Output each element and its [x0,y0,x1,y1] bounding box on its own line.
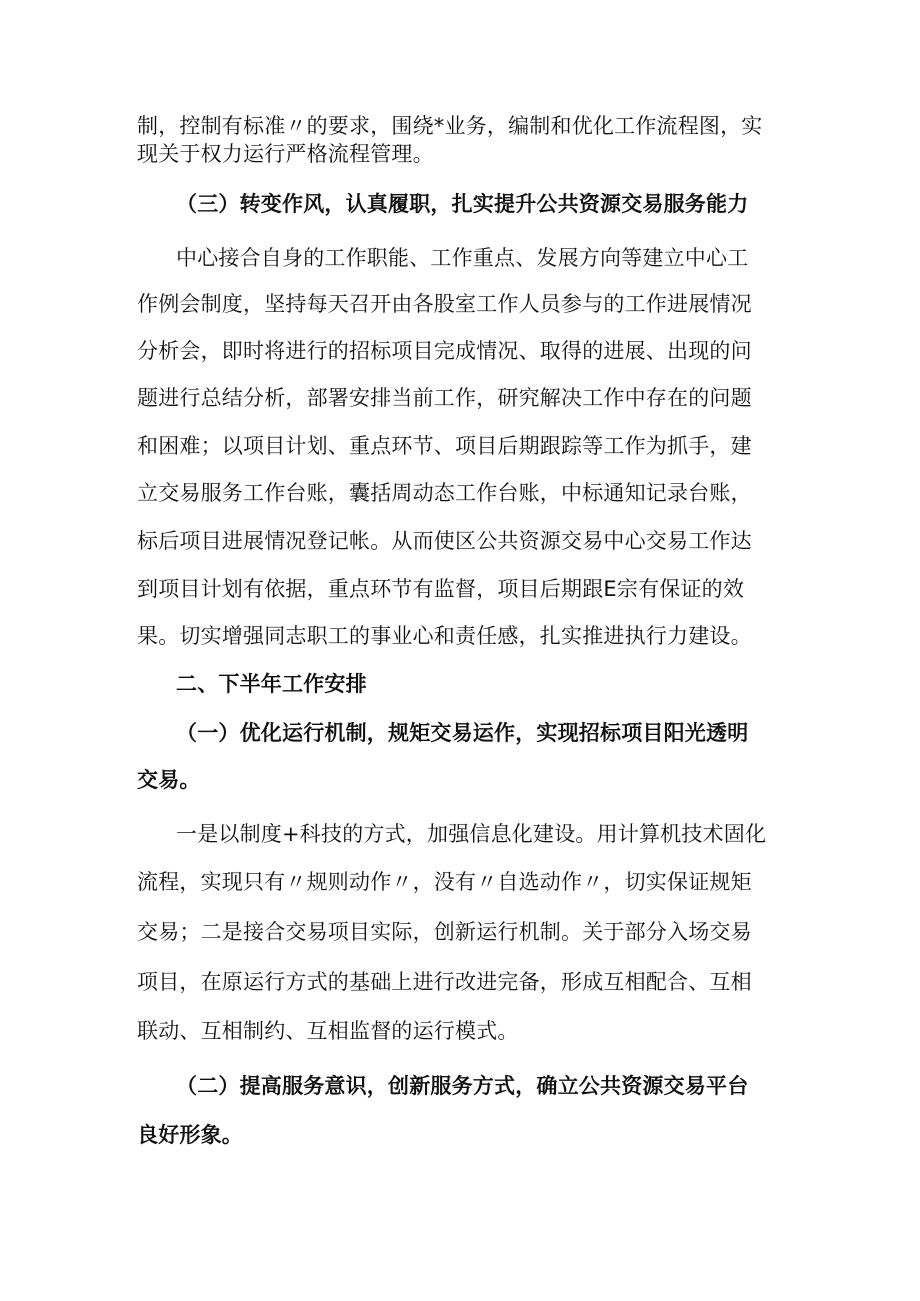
subsection-heading-continued: 交易。 [137,768,201,792]
paragraph-line: 和困难；以项目计划、重点环节、项目后期跟踪等工作为抓手，建 [137,434,752,458]
paragraph-line: 现关于权力运行严格流程管理。 [137,142,434,166]
paragraph-line: 中心接合自身的工作职能、工作重点、发展方向等建立中心工 [176,246,749,270]
paragraph-line: 联动、互相制约、互相监督的运行模式。 [137,1019,519,1043]
paragraph-line: 作例会制度，坚持每天召开由各股室工作人员参与的工作进展情况 [137,292,752,316]
paragraph-line: 果。切实增强同志职工的事业心和责任感，扎实推进执行力建设。 [137,624,752,648]
paragraph-line: 一是以制度+科技的方式，加强信息化建设。用计算机技术固化 [176,822,767,846]
paragraph-line: 标后项目进展情况登记帐。从而使区公共资源交易中心交易工作达 [137,529,752,553]
paragraph-line: 项目，在原运行方式的基础上进行改进完备，形成互相配合、互相 [137,970,752,994]
subsection-heading: （一）优化运行机制，规矩交易运作，实现招标项目阳光透明 [176,721,749,745]
subsection-heading: （二）提高服务意识，创新服务方式，确立公共资源交易平台 [176,1074,749,1098]
paragraph-line: 流程，实现只有〃规则动作〃，没有〃自选动作〃，切实保证规矩 [137,870,752,894]
paragraph-line: 到项目计划有依据，重点环节有监督，项目后期跟E宗有保证的效 [137,577,745,601]
paragraph-line: 立交易服务工作台账，囊括周动态工作台账，中标通知记录台账， [137,481,752,505]
paragraph-line: 交易；二是接合交易项目实际，创新运行机制。关于部分入场交易 [137,920,752,944]
paragraph-line: 分析会，即时将进行的招标项目完成情况、取得的进展、出现的问 [137,339,752,363]
subsection-heading-continued: 良好形象。 [137,1123,243,1147]
section-heading: （三）转变作风，认真履职，扎实提升公共资源交易服务能力 [176,192,749,216]
section-title: 二、下半年工作安排 [176,672,367,696]
paragraph-line: 制，控制有标准〃的要求，围绕*业务，编制和优化工作流程图，实 [137,114,763,138]
paragraph-line: 题进行总结分析，部署安排当前工作，研究解决工作中存在的问题 [137,386,752,410]
